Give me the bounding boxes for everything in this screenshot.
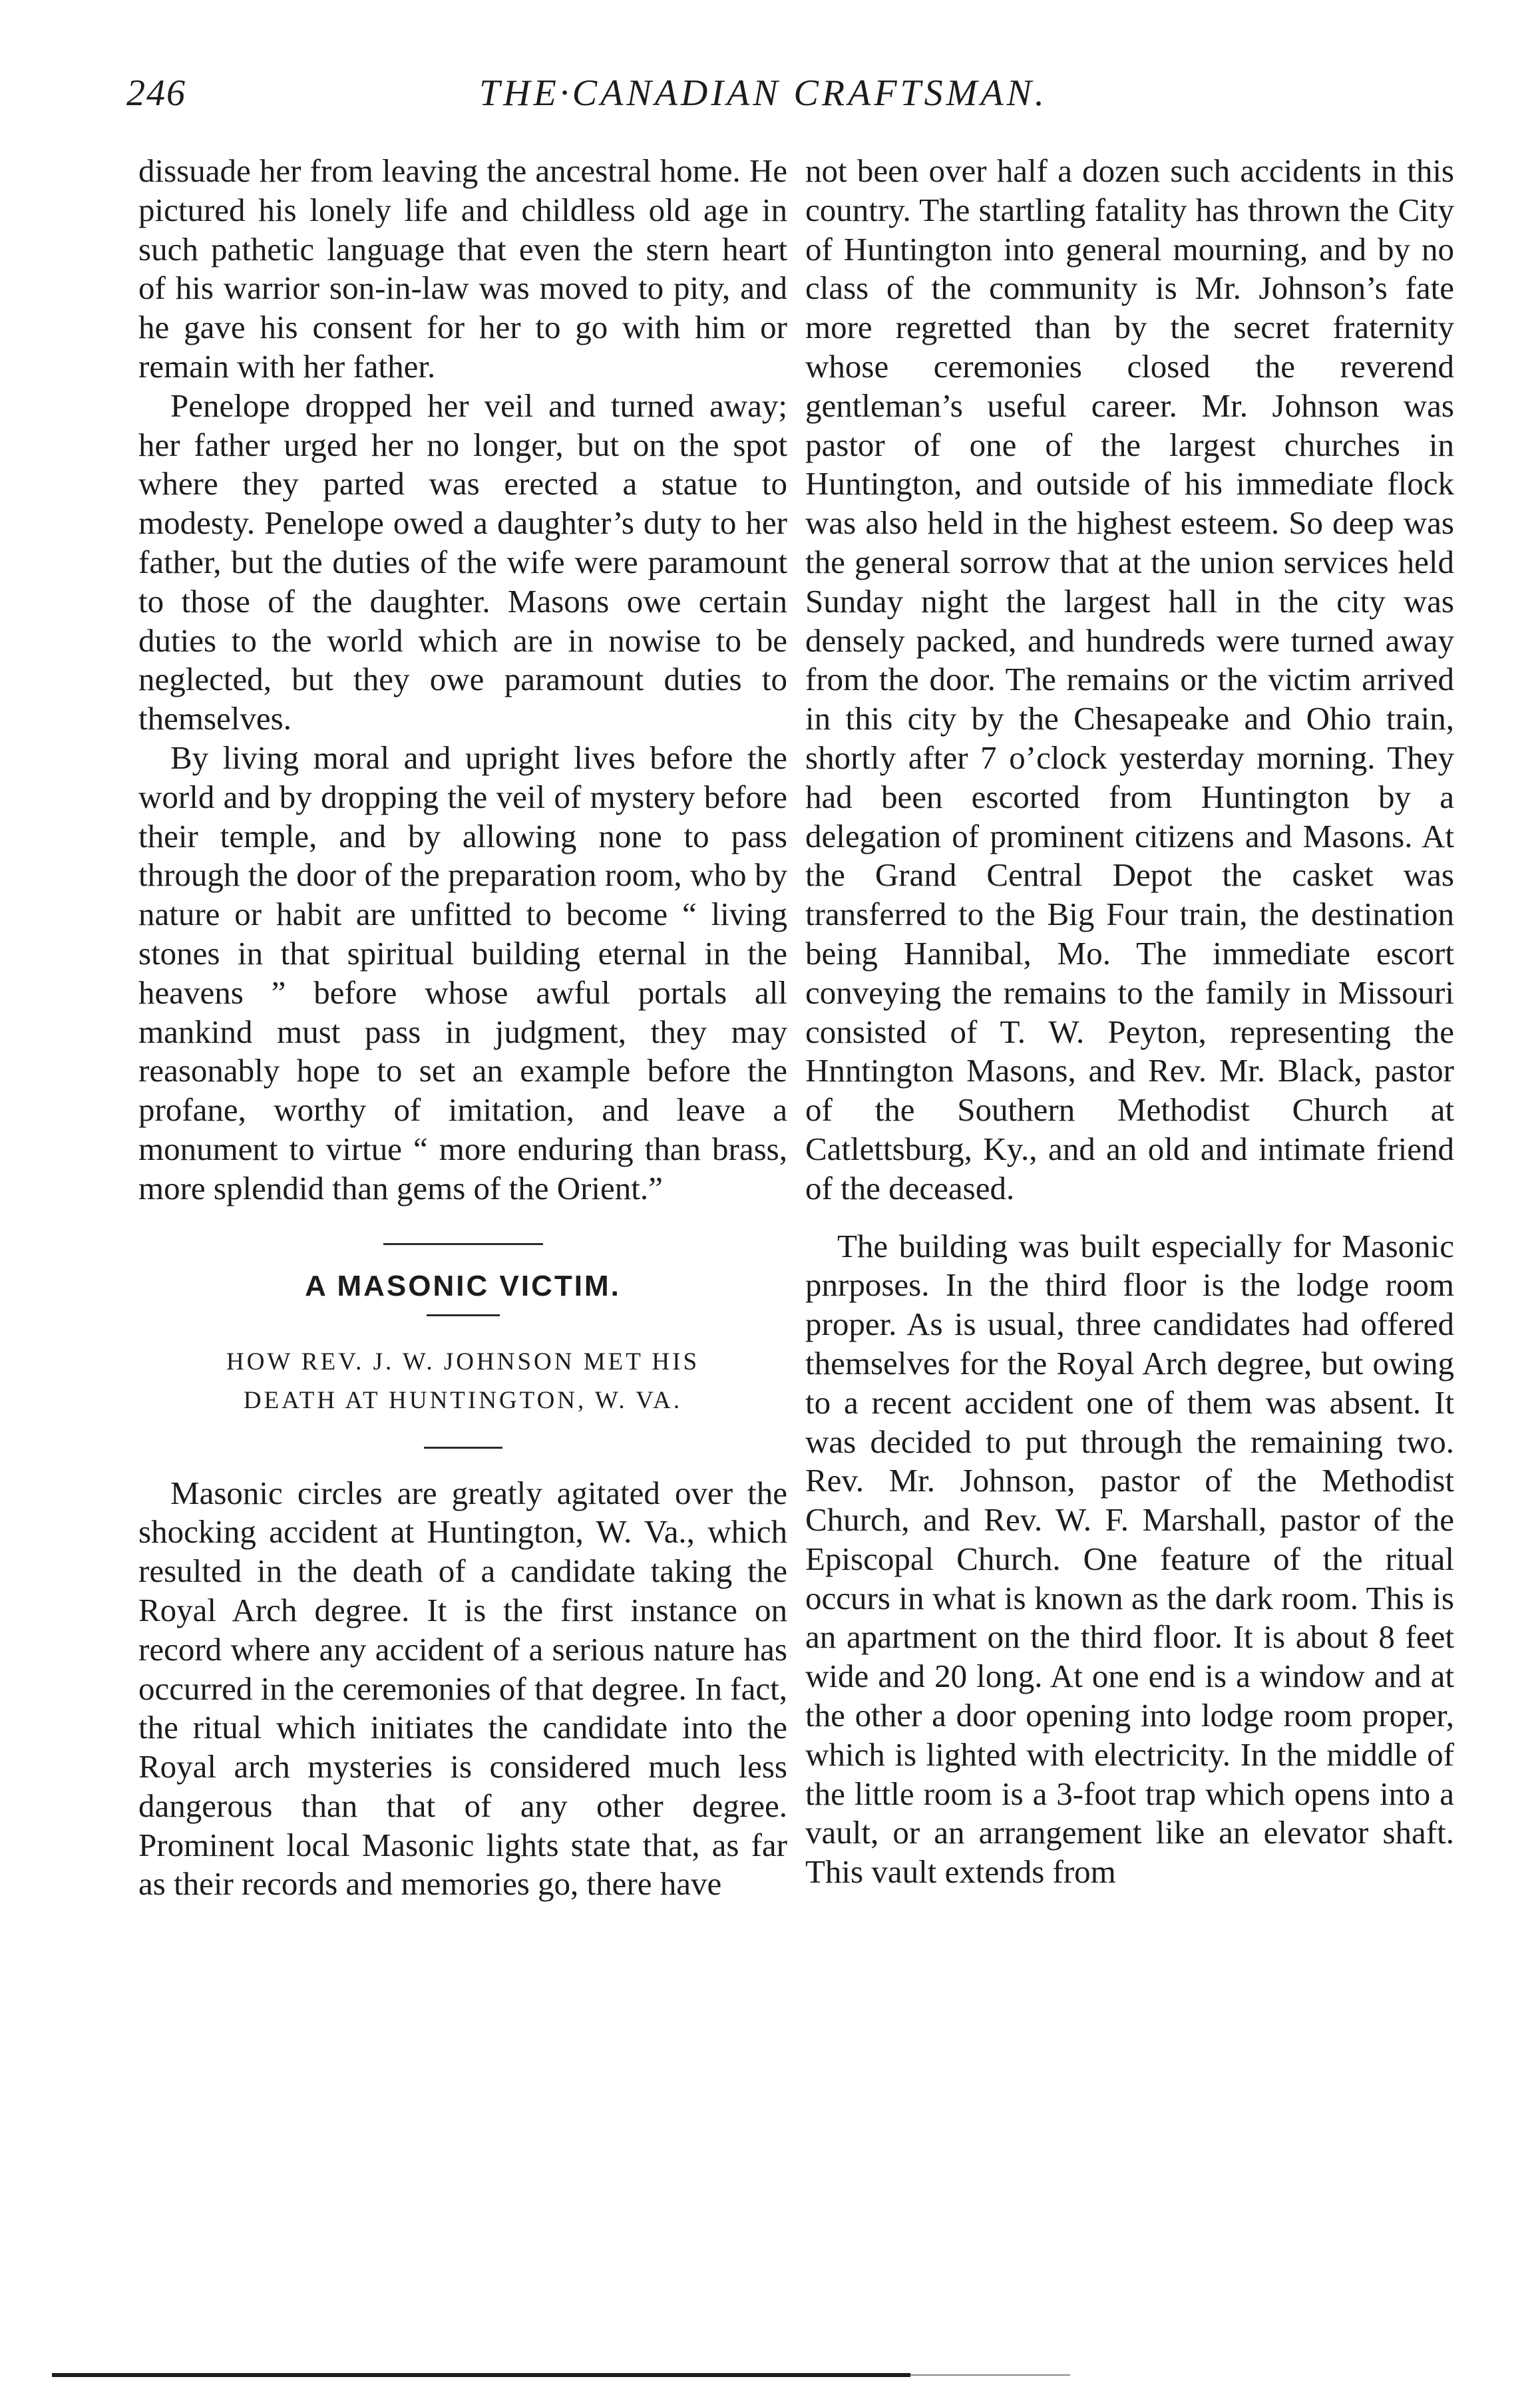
page-number: 246 [126, 73, 186, 114]
journal-title: THE·CANADIAN CRAFTSMAN. [479, 73, 1048, 114]
article-title: A MASONIC VICTIM. [305, 1269, 621, 1302]
subheading-divider [424, 1447, 502, 1449]
right-paragraph-2: The building was built especially for Masonic pnrposes. In the third floor is the lodge room proper. As is usual, three candidates had offered themselves for the Royal Arch degree, but owing to a recent accident one of them was absent. It was decided to put through the remaining two. Rev. Mr. Johnson, pastor of the Methodist Church, and Rev. W. F. Marshall, pastor of the Episcopal Church. One feature of the ritual occurs in what is known as the dark room. This is an apartment on the third floor. It is about 8 feet wide and 20 long. At one end is a window and at the other a door opening into lodge room proper, which is lighted with electricity. In the middle of the little room is a 3-foot trap which opens into a vault, or an arrangement like an elevator shaft. This vault extends from [805, 1227, 1454, 1891]
left-paragraph-2: Penelope dropped her veil and turned away; her father urged her no longer, but on the spot where they parted was erected a statue to modesty. Penelope owed a daughter’s duty to her father, but the duties of the wife were paramount to those of the daughter. Masons owe certain duties to the world which are in nowise to be neglected, but they owe paramount duties to themselves. [138, 387, 787, 737]
page-bottom-rule [52, 2373, 910, 2377]
left-paragraph-1: dissuade her from leaving the ancestral home. He pictured his lonely life and childless old age in such pathetic language that even the stern heart of his warrior son-in-law was moved to pity, and he gave his consent for her to go with him or remain with her father. [138, 152, 787, 385]
article-subheading-line-1: HOW REV. J. W. JOHNSON MET HIS [226, 1348, 700, 1376]
article-subheading-line-2: DEATH AT HUNTINGTON, W. VA. [243, 1386, 683, 1414]
right-paragraph-1: not been over half a dozen such accidents in this country. The startling fatality has thrown the City of Huntington into general mourning, and by no class of the community is Mr. Johnson’s fate more regretted than by the secret fraternity whose ceremonies closed the reverend gentleman’s useful career. Mr. Johnson was pastor of one of the largest churches in Huntington, and outside of his immediate flock was also held in the highest esteem. So deep was the general sorrow that at the union services held Sunday night the largest hall in the city was densely packed, and hundreds were turned away from the door. The remains or the victim arrived in this city by the Chesapeake and Ohio train, shortly after 7 o’clock yesterday morning. They had been escorted from Huntington by a delegation of prominent citizens and Masons. At the Grand Central Depot the casket was transferred to the Big Four train, the destination being Hannibal, Mo. The immediate escort conveying the remains to the family in Missouri consisted of T. W. Peyton, representing the Hnntington Masons, and Rev. Mr. Black, pastor of the Southern Methodist Church at Catlettsburg, Ky., and an old and intimate friend of the deceased. [805, 152, 1454, 1206]
left-column [138, 152, 787, 1904]
section-divider [383, 1243, 543, 1245]
left-paragraph-4: Masonic circles are greatly agitated over the shocking accident at Huntington, W. Va., which resulted in the death of a candidate taking the Royal Arch degree. It is the first instance on record where any accident of a serious nature has occurred in the ceremonies of that degree. In fact, the ritual which initiates the candidate into the Royal arch mysteries is considered much less dangerous than that of any other degree. Prominent local Masonic lights state that, as far as their records and memories go, there have [138, 1474, 787, 1903]
left-paragraph-3: By living moral and upright lives before the world and by dropping the veil of mystery before their temple, and by allowing none to pass through the door of the preparation room, who by nature or habit are unfitted to become “ living stones in that spiritual building eternal in the heavens ” before whose awful portals all mankind must pass in judgment, they may reasonably hope to set an example before the profane, worthy of imitation, and leave a monument to virtue “ more enduring than brass, more splendid than gems of the Orient.” [138, 739, 787, 1206]
right-column [805, 152, 1454, 1892]
title-divider [427, 1314, 500, 1316]
page-bottom-rule-tail [910, 2374, 1070, 2376]
running-head [126, 72, 1438, 132]
